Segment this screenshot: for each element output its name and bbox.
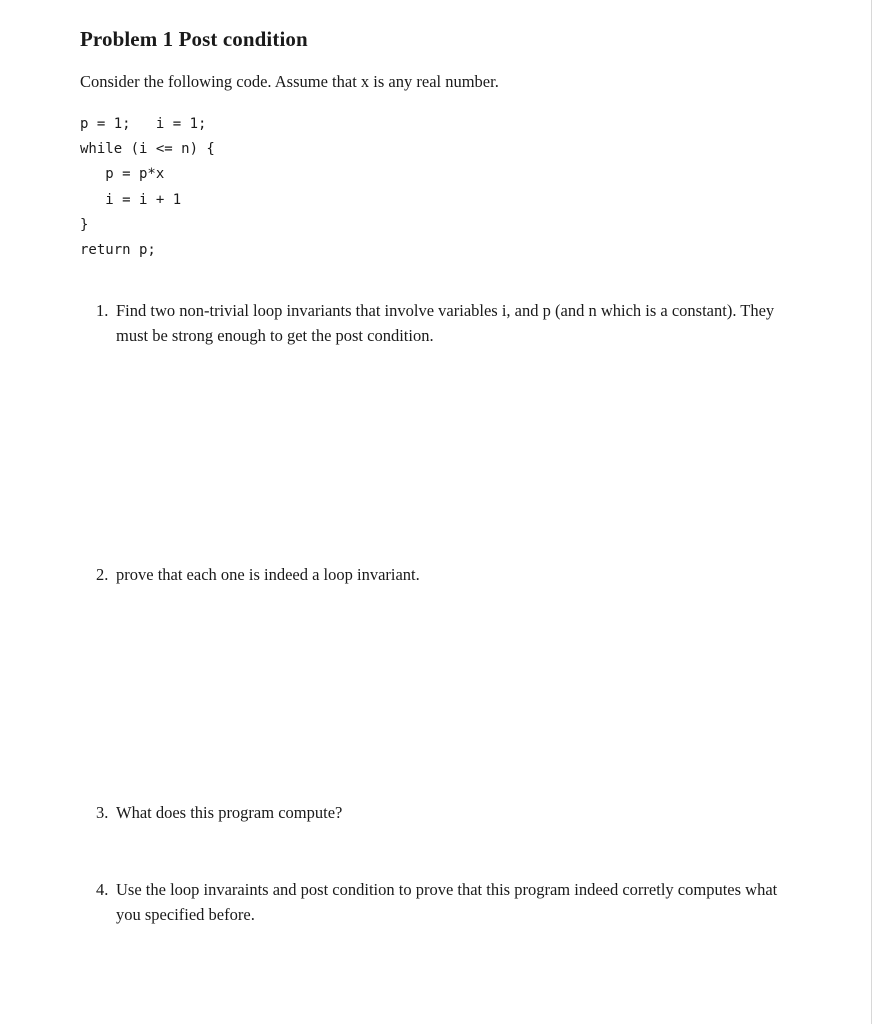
code-line: return p; (80, 241, 156, 258)
question-text: What does this program compute? (116, 803, 343, 822)
question-2 (96, 562, 806, 587)
question-number: 4. (96, 880, 109, 899)
question-1 (96, 298, 806, 348)
problem-intro: Consider the following code. Assume that x is any real number. (80, 72, 499, 91)
question-text: prove that each one is indeed a loop invariant. (116, 565, 420, 584)
code-line: p = p*x (80, 166, 165, 183)
code-line: } (80, 216, 89, 233)
question-number: 3. (96, 803, 109, 822)
question-text: Find two non-trivial loop invariants that involve variables i, and p (and n which is a constant). They must be strong enough to get the post condition. (116, 301, 775, 345)
code-block (80, 112, 215, 263)
code-line: while (i <= n) { (80, 141, 215, 158)
question-3 (96, 800, 806, 825)
question-number: 2. (96, 565, 109, 584)
question-number: 1. (96, 301, 109, 320)
code-line: i = i + 1 (80, 191, 182, 208)
code-line: p = 1; i = 1; (80, 116, 207, 132)
question-text: Use the loop invaraints and post condition to prove that this program indeed corretly computes what you specified before. (116, 880, 778, 924)
page-edge-rule (871, 0, 872, 1024)
problem-title: Problem 1 Post condition (80, 27, 308, 51)
question-4 (96, 877, 806, 927)
